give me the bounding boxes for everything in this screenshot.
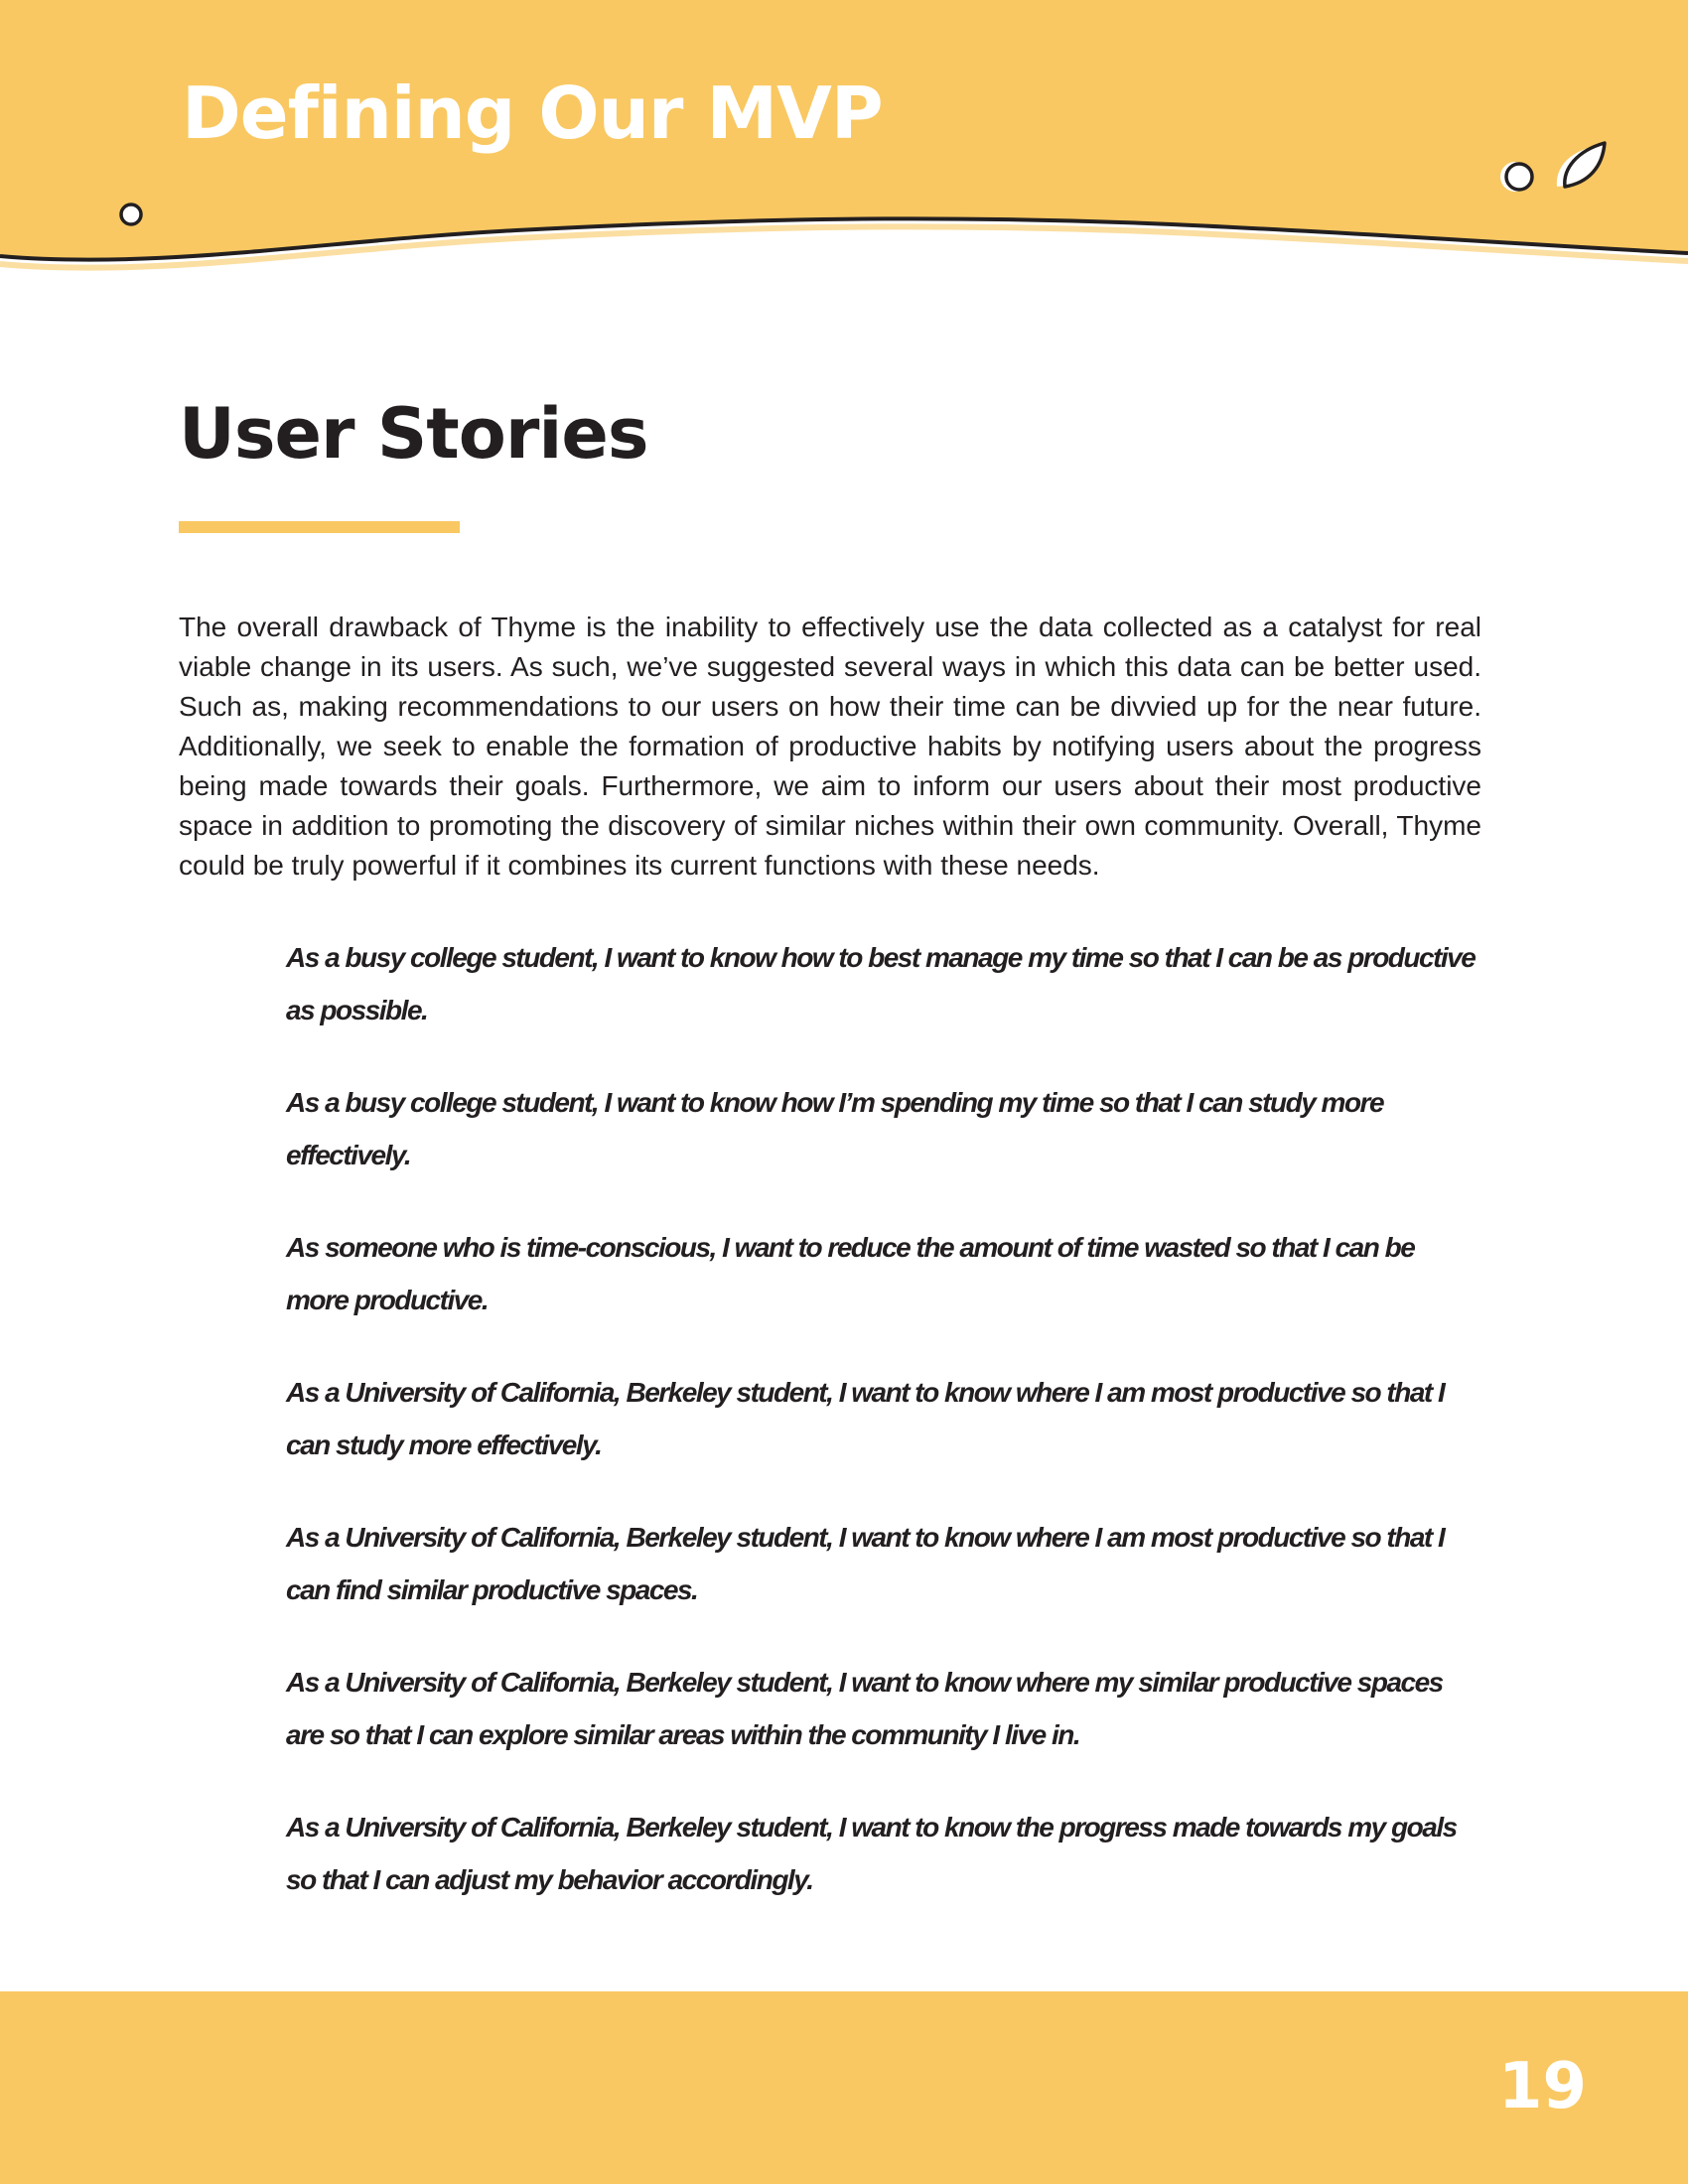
user-stories-list xyxy=(286,931,1477,1946)
user-story-item: As a University of California, Berkeley student, I want to know where my similar productive spaces are so that I can explore similar areas within the community I live in. xyxy=(286,1667,1443,1750)
user-story-item: As a University of California, Berkeley student, I want to know where I am most productive so that I can study more effectively. xyxy=(286,1377,1445,1460)
intro-paragraph: The overall drawback of Thyme is the inability to effectively use the data collected as a catalyst for real viable change in its users. As such, we’ve suggested several ways in which this data can be better used. Such as, making recommendations to our users on how their time can be divvied up for the near future. Additionally, we seek to enable the formation of productive habits by notifying users about the progress being made towards their goals. Furthermore, we aim to inform our users about their most productive space in addition to promoting the discovery of similar niches within their own community. Overall, Thyme could be truly powerful if it combines its current functions with these needs. xyxy=(179,612,1481,881)
leaf-doodle-icon xyxy=(1485,137,1615,197)
title-underline xyxy=(179,521,460,533)
section-title: User Stories xyxy=(179,393,648,475)
page-title: Defining Our MVP xyxy=(182,71,883,155)
user-story-item: As a University of California, Berkeley student, I want to know where I am most productive so that I can find similar productive spaces. xyxy=(286,1522,1445,1605)
user-story-item: As someone who is time-conscious, I want to reduce the amount of time wasted so that I can be more productive. xyxy=(286,1232,1415,1315)
page-number: 19 xyxy=(1497,2050,1587,2123)
user-story-item: As a busy college student, I want to know how I’m spending my time so that I can study more effectively. xyxy=(286,1087,1384,1170)
circle-doodle-icon xyxy=(117,201,145,228)
user-story-item: As a busy college student, I want to know how to best manage my time so that I can be as productive as possible. xyxy=(286,942,1476,1025)
header-banner xyxy=(0,0,1688,288)
footer-bar xyxy=(0,1991,1688,2184)
user-story-item: As a University of California, Berkeley student, I want to know the progress made towards my goals so that I can adjust my behavior accordingly. xyxy=(286,1812,1457,1895)
